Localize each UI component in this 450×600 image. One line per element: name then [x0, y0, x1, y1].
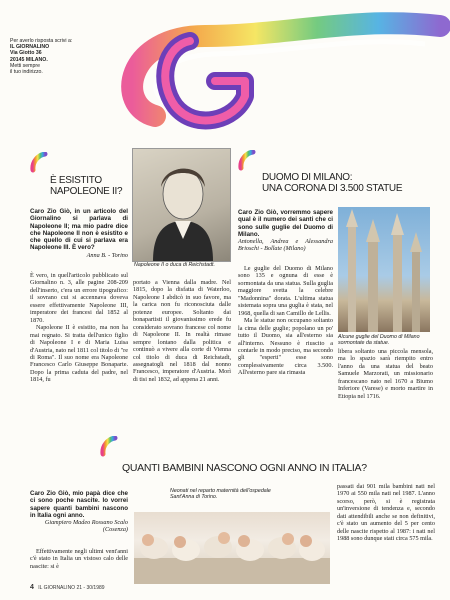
- address-name: IL GIORNALINO: [10, 44, 50, 51]
- section1-title: [50, 175, 122, 197]
- address-street: Via Giotto 36: [10, 50, 42, 57]
- section2-letter: [238, 209, 333, 253]
- address-city: 20145 MILANO.: [10, 56, 48, 63]
- section3-question: Caro Zio Giò, mio papà dice che ci sono poche nascite. Io vorrei sapere quanti bambini nascono in Italia ogni anno.: [30, 490, 128, 519]
- section1-paragraph-3: portato a Vienna dalla madre. Nel 1815, dopo la disfatta di Waterloo, Napoleone I abdicò in suo favore, ma la carica non fu riconosciuta dalle potenze europee. Soltanto dai bonapartisti il giovanissimo erede fu considerato sovrano francese col nome di Napoleone II. In realtà rimase sempre lontano dalla politica e continuò a vivere alla corte di Vienna col titolo di duca di Reichstadt, assegnatogli nel 1818 dal nonno Francesco, imperatore d'Austria. Morì di tisi nel 1832, ad appena 21 anni.: [133, 279, 231, 383]
- rainbow-bullet-icon: [238, 150, 256, 172]
- section1-signature: Anna B. - Torino: [86, 251, 128, 259]
- section1-answer-col1: [30, 272, 128, 384]
- section2-paragraph-3: libera soltanto una piccola mensola, ma lo spazio sarà riempito entro l'anno da una statua del beato Samuele Marzorati, un missionario francescano nato nel 1670 a Biumo Inferiore (Varese) e morto martire in Etiopia nel 1716.: [338, 348, 433, 400]
- section3-paragraph-2: passati dai 901 mila bambini nati nel 1970 ai 550 mila nati nel 1987. L'anno scorso, però, si è registrata un'inversione di tendenza e, secondo dati attendibili anche se non definitivi, c'è stato un aumento del 5 per cento delle nascite rispetto al 1987: i nati nel 1988 sono dunque stati circa 575 mila.: [337, 483, 435, 543]
- section2-paragraph-1: Le guglie del Duomo di Milano sono 135 e ognuna di esse è sormontata da una statua. Sulla guglia maggiore svetta la celebre "Madonnina" dorata. L'ultima statua sistemata sopra una guglia è stata, nel 1968, quella di san Camillo de Lellis.: [238, 265, 333, 317]
- duomo-photo: [338, 207, 430, 332]
- portrait-caption: Napoleone II o duca di Reichstadt.: [134, 262, 215, 268]
- section3-paragraph-1: Effettivamente negli ultimi vent'anni c'è stato in Italia un vistoso calo delle nascite: si è: [30, 548, 128, 570]
- section3-letter: [30, 490, 128, 534]
- section2-title-line1: DUOMO DI MILANO:: [262, 172, 353, 183]
- rainbow-bullet-icon: [100, 436, 118, 458]
- section3-answer-col2: [337, 483, 435, 543]
- section1-letter: [30, 208, 128, 259]
- section3-signature: Giampiero Madeo Rossano Scalo (Cosenza): [44, 519, 128, 534]
- section1-paragraph-2: Napoleone II è esistito, ma non ha mai regnato. Si tratta dell'unico figlio di Napoleone I e di Maria Luisa d'Austria, nato nel 1811 col titolo di "re di Roma". Il suo nome era Napoleone Francesco Carlo Giuseppe Bonaparte. Dopo la prima caduta del padre, nel 1814, fu: [30, 324, 128, 384]
- section1-answer-col2: [133, 279, 231, 383]
- section1-title-line2: NAPOLEONE II?: [50, 186, 123, 197]
- address-note2: il tuo indirizzo.: [10, 69, 43, 76]
- page-number: 4: [30, 584, 34, 591]
- section2-question: Caro Zio Giò, vorremmo sapere qual è il numero dei santi che ci sono sulle guglie del Duomo di Milano.: [238, 209, 333, 238]
- section1-question: Caro Zio Giò, in un articolo del Giornalino si parlava di Napoleone II; ma mio padre dice che Napoleone II non è esistito e che quello di cui si parlava era Napoleone III. È vero?: [30, 208, 128, 252]
- section2-title: [262, 172, 402, 194]
- section2-paragraph-2: Ma le statue non occupano soltanto la cima delle guglie; popolano un po' tutto il Duomo, sia all'esterno sia all'interno. Nessuno è riuscito a contarle in modo preciso, ma secondo gli "esperti" esse sono complessivamente circa 3.500. All'esterno pare sia rimasta: [238, 317, 333, 377]
- mailing-address: [10, 38, 105, 75]
- napoleon-portrait: [132, 148, 231, 262]
- section3-answer-col1: [30, 548, 128, 570]
- nursery-photo: [134, 512, 330, 584]
- section2-answer-col1: [238, 265, 333, 377]
- footer-label: IL GIORNALINO 21 - 30/1989: [38, 585, 105, 591]
- section2-signature: Antonella, Andrea e Alessandra Brioschi - Bollate (Milano): [238, 238, 333, 253]
- address-intro: Per averlo risposta scrivi a:: [10, 38, 73, 44]
- section2-answer-col2: [338, 348, 433, 400]
- section1-title-line1: È ESISTITO: [50, 175, 102, 186]
- duomo-caption: Alcune guglie del Duomo di Milano sormontate da statue.: [338, 334, 420, 346]
- rainbow-bullet-icon: [30, 152, 48, 174]
- section1-paragraph-1: È vero, in quell'articolo pubblicato sul Giornalino n. 3, alle pagine 208-209 dell'inserto, c'era un errore tipografico: il sovrano cui si accennava doveva essere effettivamente Napoleone III, imperatore dei francesi dal 1852 al 1870.: [30, 272, 128, 324]
- nursery-caption: Neonati nel reparto maternità dell'ospedale Sant'Anna di Torino.: [170, 488, 271, 500]
- section3-title: QUANTI BAMBINI NASCONO OGNI ANNO IN ITALIA?: [122, 462, 367, 474]
- address-note1: Metti sempre: [10, 62, 40, 69]
- rainbow-g-logo: [95, 6, 450, 141]
- section2-title-line2: UNA CORONA DI 3.500 STATUE: [262, 183, 403, 194]
- page-footer: [30, 584, 105, 591]
